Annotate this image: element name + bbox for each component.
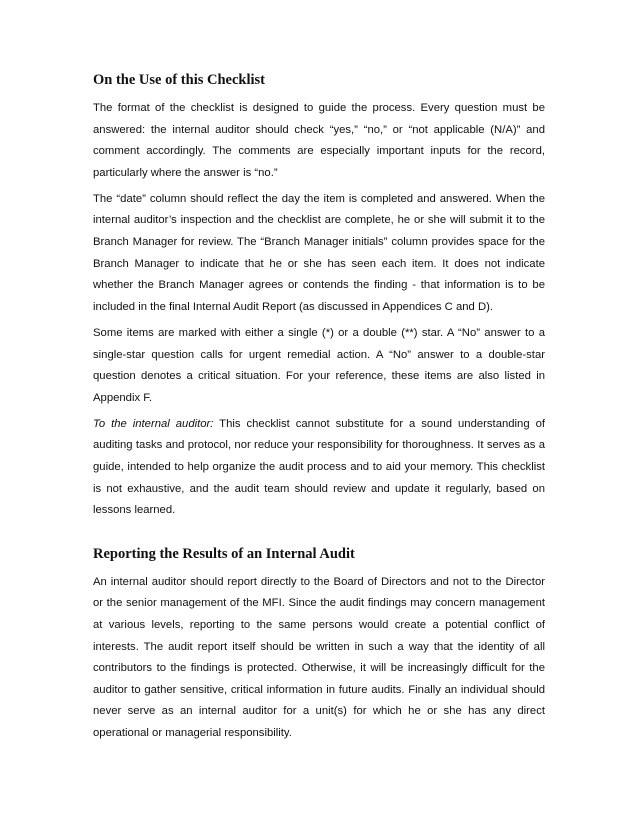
- paragraph-format: The format of the checklist is designed to guide the process. Every question must be answered: the internal auditor should check “yes,” “no,” or “not applicable (N/A)” and comment accordingly. The comments are especially important inputs for the record, particularly where the answer is “no.”: [93, 102, 545, 179]
- auditor-note-lead: To the internal auditor:: [93, 417, 214, 430]
- paragraph-reporting: An internal auditor should report directly to the Board of Directors and not to the Director or the senior management of the MFI. Since the audit findings may concern management at various levels, reporting to the same persons would create a potential conflict of interests. The audit report itself should be written in such a way that the identity of all contributors to the findings is protected. Otherwise, it will be increasingly difficult for the auditor to gather sensitive, critical information in future audits. Finally an individual should never serve as an internal auditor for a unit(s) for which he or she has any direct operational or managerial responsibility.: [93, 575, 545, 739]
- auditor-note-body: This checklist cannot substitute for a sound understanding of auditing tasks and protocol, nor reduce your responsibility for thoroughness. It serves as a guide, intended to help organize the audit process and to aid your memory. This checklist is not exhaustive, and the audit team should review and update it regularly, based on lessons learned.: [93, 417, 545, 517]
- paragraph-star-items: Some items are marked with either a single (*) or a double (**) star. A “No” answer to a single-star question calls for urgent remedial action. A “No” answer to a double-star question denotes a critical situation. For your reference, these items are also listed in Appendix F.: [93, 326, 545, 404]
- paragraph-auditor-note: [93, 414, 545, 522]
- section-heading-checklist-use: On the Use of this Checklist: [93, 72, 265, 88]
- document-page: [93, 72, 545, 745]
- section-heading-reporting-results: Reporting the Results of an Internal Audit: [93, 545, 355, 562]
- paragraph-date-column: The “date” column should reflect the day the item is completed and answered. When the internal auditor’s inspection and the checklist are complete, he or she will submit it to the Branch Manager for review. The “Branch Manager initials” column provides space for the Branch Manager to indicate that he or she has seen each item. It does not indicate whether the Branch Manager agrees or contends the finding - that information is to be included in the final Internal Audit Report (as discussed in Appendices C and D).: [93, 192, 545, 313]
